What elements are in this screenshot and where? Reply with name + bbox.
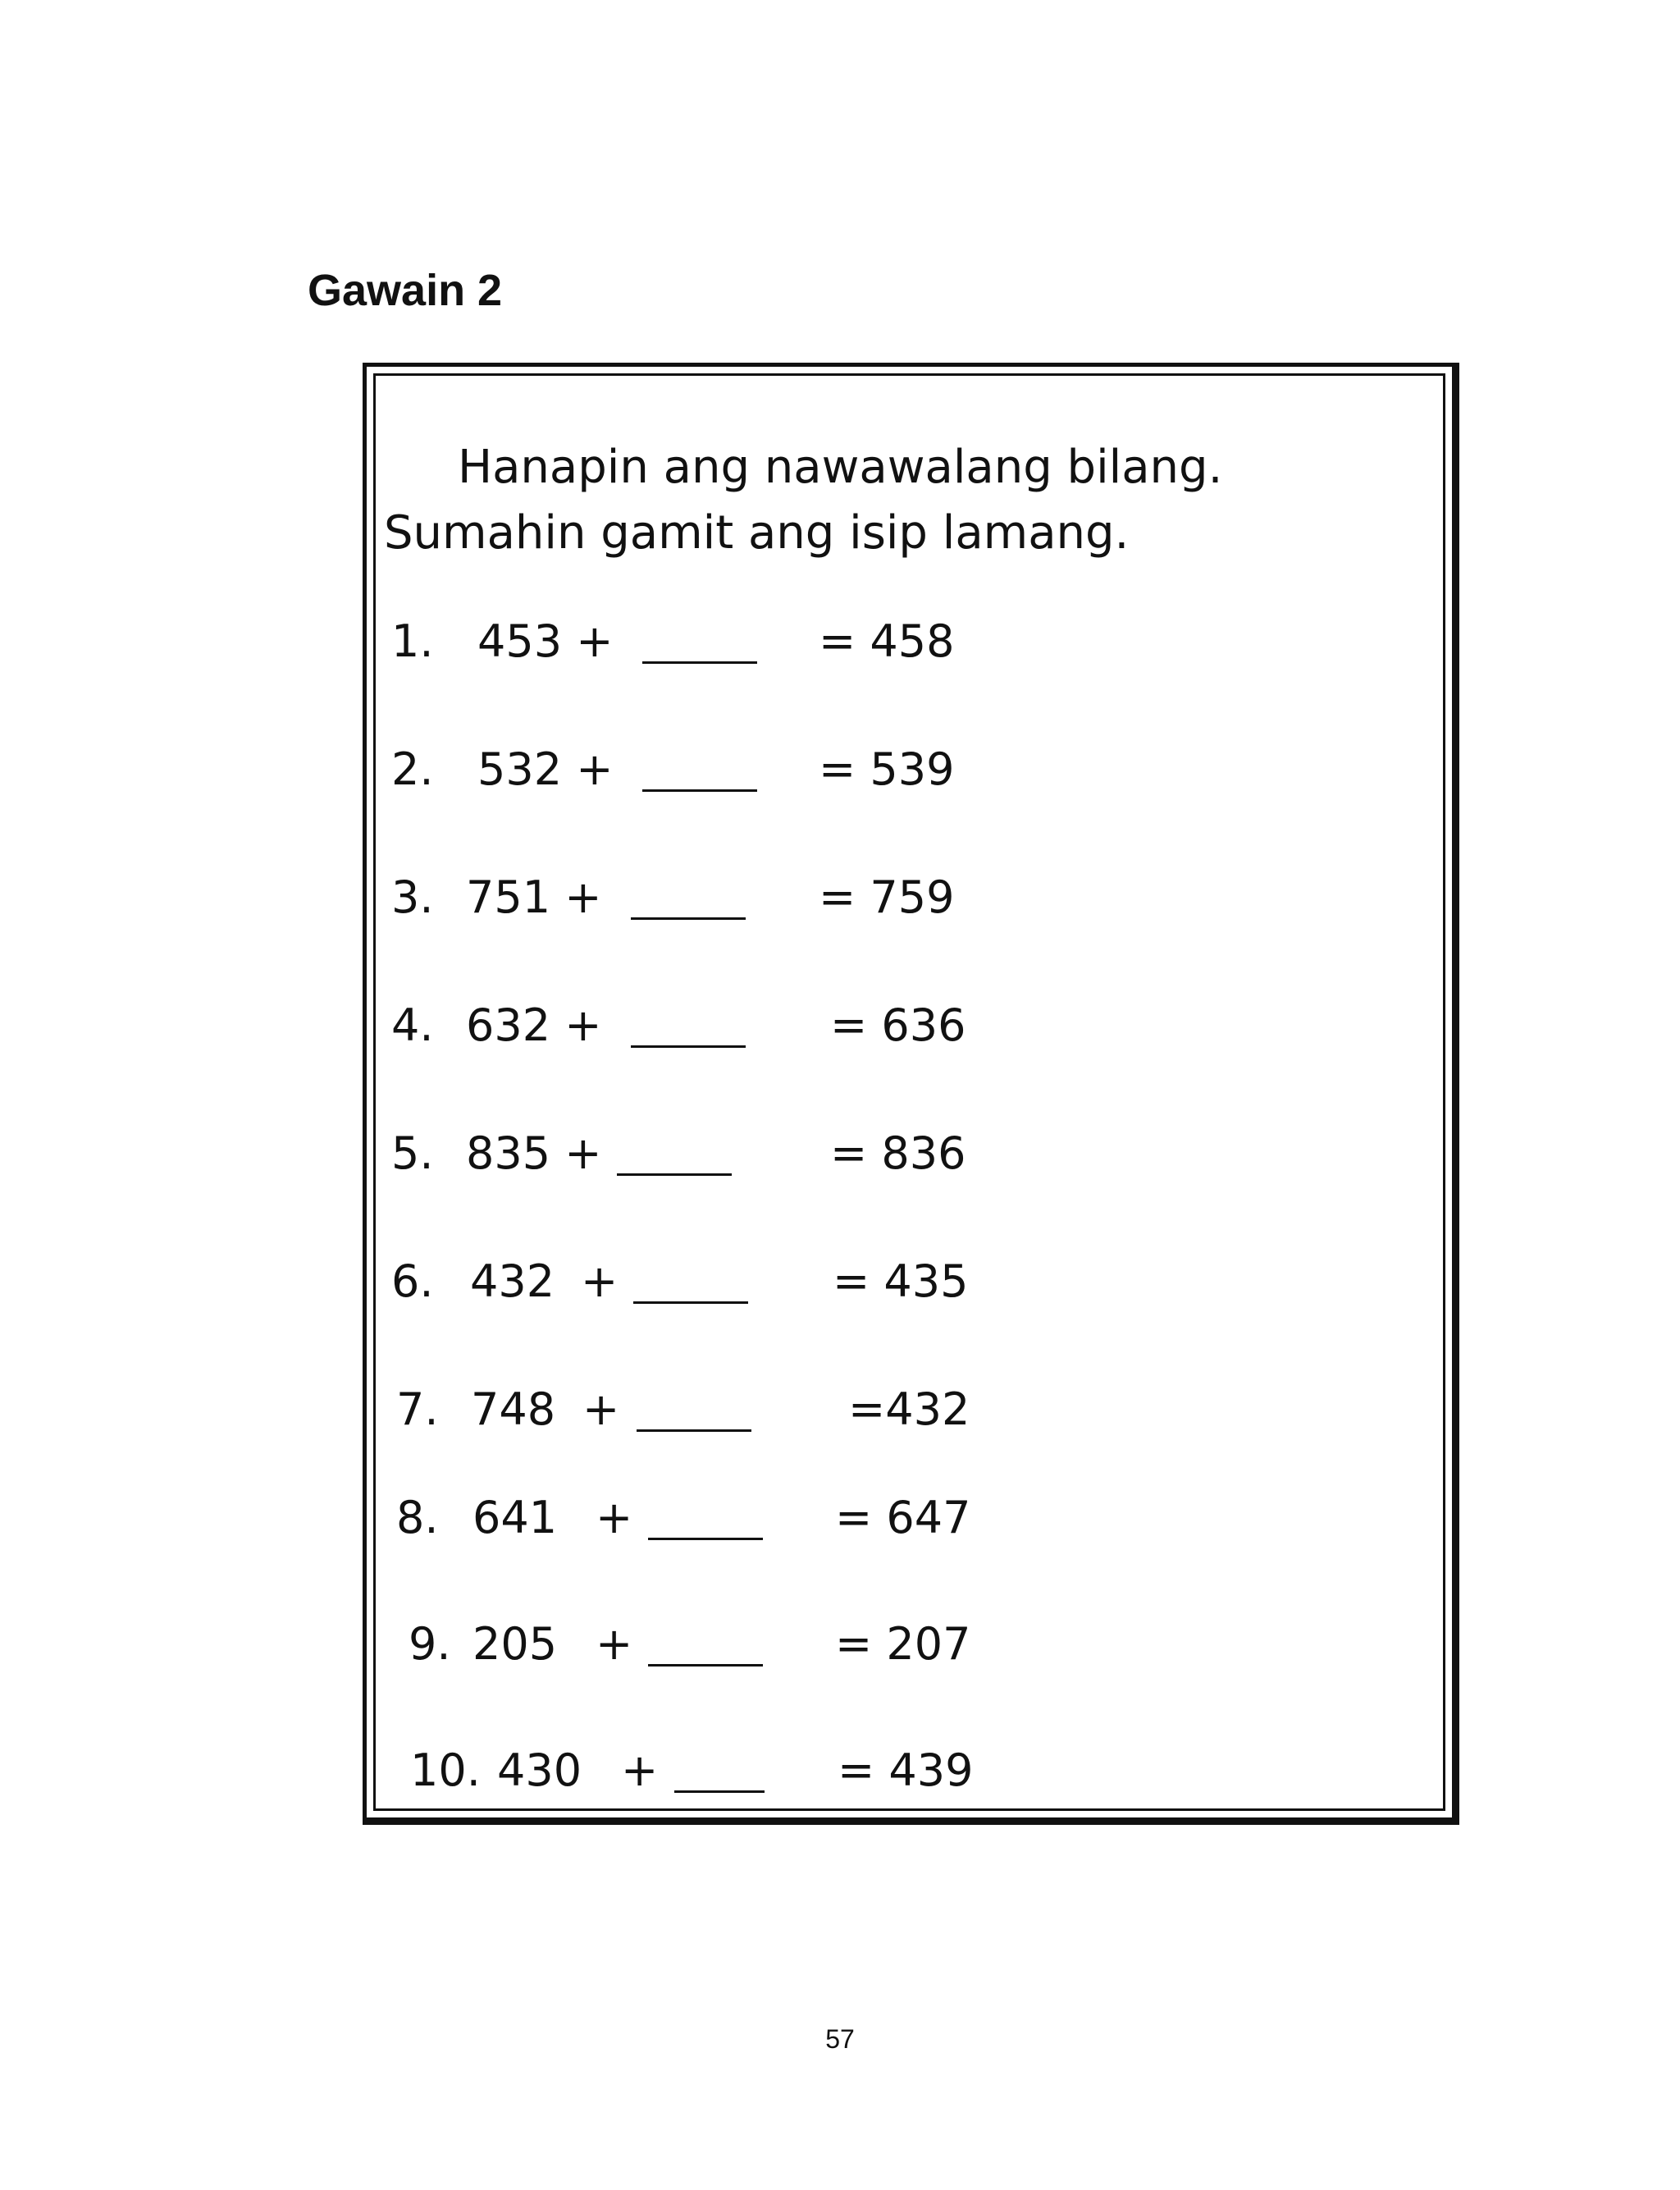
answer-blank[interactable]	[674, 1790, 765, 1793]
page-number: 57	[825, 2024, 855, 2054]
answer-blank[interactable]	[631, 1045, 746, 1048]
answer-blank[interactable]	[631, 917, 746, 920]
item-result: = 458	[819, 615, 955, 667]
item-number: 10.	[410, 1744, 481, 1796]
answer-blank[interactable]	[617, 1173, 732, 1176]
item-result: = 636	[830, 999, 966, 1051]
item-addend: 532 +	[477, 743, 614, 795]
item-addend: 641	[472, 1492, 558, 1543]
worksheet-inner-border	[373, 373, 1445, 1811]
item-number: 8.	[396, 1492, 439, 1543]
item-addend: 835 +	[466, 1127, 602, 1179]
item-plus-sign: +	[596, 1492, 633, 1543]
item-addend: 432	[470, 1255, 555, 1307]
item-result: = 836	[830, 1127, 966, 1179]
item-plus-sign: +	[596, 1618, 633, 1670]
item-addend: 453 +	[477, 615, 614, 667]
item-number: 6.	[391, 1255, 434, 1307]
answer-blank[interactable]	[642, 789, 757, 792]
answer-blank[interactable]	[648, 1538, 763, 1540]
item-number: 5.	[391, 1127, 434, 1179]
answer-blank[interactable]	[642, 661, 757, 664]
item-addend: 632 +	[466, 999, 602, 1051]
item-addend: 751 +	[466, 871, 602, 923]
item-result: = 539	[819, 743, 955, 795]
worksheet-box	[363, 363, 1459, 1825]
item-plus-sign: +	[621, 1744, 659, 1796]
item-number: 3.	[391, 871, 434, 923]
item-result: =432	[848, 1383, 970, 1435]
item-addend: 748	[471, 1383, 556, 1435]
item-result: = 439	[838, 1744, 974, 1796]
answer-blank[interactable]	[637, 1429, 751, 1432]
item-number: 2.	[391, 743, 434, 795]
answer-blank[interactable]	[648, 1664, 763, 1667]
activity-heading: Gawain 2	[308, 266, 503, 315]
item-plus-sign: +	[581, 1255, 619, 1307]
instruction-line-2: Sumahin gamit ang isip lamang.	[384, 506, 1130, 560]
item-result: = 647	[835, 1492, 971, 1543]
answer-blank[interactable]	[633, 1301, 748, 1304]
item-number: 1.	[391, 615, 434, 667]
instruction-line-1: Hanapin ang nawawalang bilang.	[458, 441, 1223, 494]
item-number: 9.	[409, 1618, 451, 1670]
item-plus-sign: +	[582, 1383, 620, 1435]
item-addend: 205	[472, 1618, 558, 1670]
item-result: = 759	[819, 871, 955, 923]
item-number: 4.	[391, 999, 434, 1051]
item-addend: 430	[497, 1744, 582, 1796]
item-number: 7.	[396, 1383, 439, 1435]
item-result: = 207	[835, 1618, 971, 1670]
item-result: = 435	[833, 1255, 969, 1307]
